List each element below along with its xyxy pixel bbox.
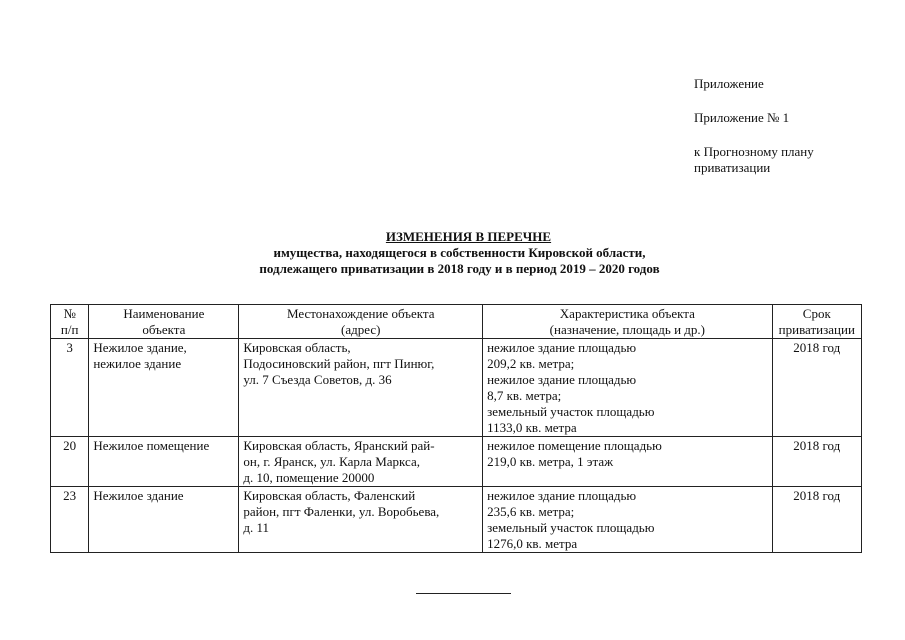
row-characteristic: нежилое здание площадью 235,6 кв. метра; земельный участок площадью 1276,0 кв. метра	[483, 487, 772, 553]
row-term: 2018 год	[772, 487, 861, 553]
appendix-label: Приложение	[694, 76, 764, 91]
header-address: Местонахождение объекта (адрес)	[239, 305, 483, 339]
table-row	[51, 339, 862, 437]
row-characteristic: нежилое помещение площадью 219,0 кв. метра, 1 этаж	[483, 437, 772, 487]
header-characteristic: Характеристика объекта (назначение, площадь и др.)	[483, 305, 772, 339]
title-line-1: ИЗМЕНЕНИЯ В ПЕРЕЧНЕ	[385, 229, 552, 244]
row-num: 20	[51, 437, 89, 487]
appendix-reference-line2: приватизации	[694, 160, 771, 175]
row-address: Кировская область, Фаленский район, пгт Фаленки, ул. Воробьева, д. 11	[239, 487, 483, 553]
header-term: Срок приватизации	[772, 305, 861, 339]
property-table	[50, 304, 862, 553]
row-name: Нежилое здание, нежилое здание	[89, 339, 239, 437]
header-num: № п/п	[51, 305, 89, 339]
row-address: Кировская область, Яранский рай- он, г. Яранск, ул. Карла Маркса, д. 10, помещение 20000	[239, 437, 483, 487]
row-term: 2018 год	[772, 437, 861, 487]
table-header-row	[51, 305, 862, 339]
header-name: Наименование объекта	[89, 305, 239, 339]
row-num: 23	[51, 487, 89, 553]
table-row	[51, 437, 862, 487]
title-line-3: подлежащего приватизации в 2018 году и в период 2019 – 2020 годов	[259, 261, 660, 276]
row-address: Кировская область, Подосиновский район, пгт Пинюг, ул. 7 Съезда Советов, д. 36	[239, 339, 483, 437]
row-num: 3	[51, 339, 89, 437]
title-line-2: имущества, находящегося в собственности Кировской области,	[273, 245, 646, 260]
row-name: Нежилое помещение	[89, 437, 239, 487]
document-title	[0, 229, 905, 277]
appendix-reference-line1: к Прогнозному плану	[694, 144, 814, 159]
closing-divider	[416, 593, 511, 594]
row-name: Нежилое здание	[89, 487, 239, 553]
row-term: 2018 год	[772, 339, 861, 437]
appendix-number: Приложение № 1	[694, 110, 790, 125]
appendix-block	[694, 76, 894, 176]
row-characteristic: нежилое здание площадью 209,2 кв. метра; нежилое здание площадью 8,7 кв. метра; земельный участок площадью 1133,0 кв. метра	[483, 339, 772, 437]
table-row	[51, 487, 862, 553]
